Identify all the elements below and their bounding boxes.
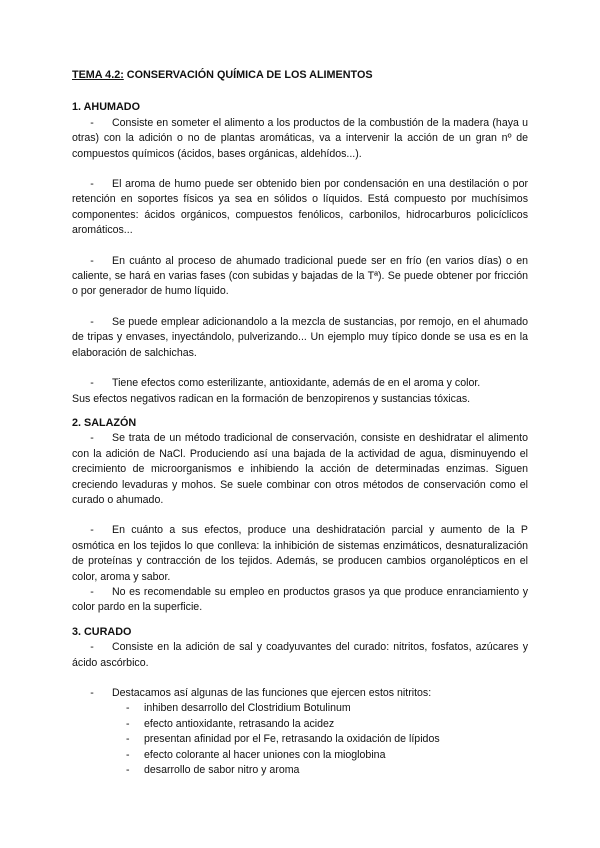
document-page: [72, 68, 528, 778]
paragraph: - En cuánto al proceso de ahumado tradicional puede ser en frío (en varios días) o en caliente, se hará en varias fases (con subidas y bajadas de la Tª). Se puede obtener por fricción o por generador de humo líquido.: [72, 254, 528, 298]
paragraph: Sus efectos negativos radican en la formación de benzopirenos y sustancias tóxicas.: [72, 392, 471, 405]
paragraph: - Tiene efectos como esterilizante, antioxidante, además de en el aroma y color.: [90, 377, 481, 390]
title-text: CONSERVACIÓN QUÍMICA DE LOS ALIMENTOS: [123, 69, 373, 81]
paragraph: - Destacamos así algunas de las funciones que ejercen estos nitritos:: [90, 687, 432, 699]
paragraph: - Consiste en someter el alimento a los productos de la combustión de la madera (haya u otras) con la adición o no de plantas aromáticas, va a intervenir la acción de un gran nº de compuestos químicos (ácidos, bases orgánicas, aldehídos...).: [72, 116, 528, 160]
list-item: - desarrollo de sabor nitro y aroma: [126, 764, 300, 777]
list-item: - inhiben desarrollo del Clostridium Botulinum: [126, 702, 351, 715]
page-title: [72, 68, 528, 83]
paragraph: - Se trata de un método tradicional de conservación, consiste en deshidratar el alimento con la adición de NaCl. Produciendo así una bajada de la actividad de agua, disminuyendo el crecimiento de microorganismos e inhibiendo la acción de determinadas enzimas. Siguen creciendo levaduras y mohos. Se suele combinar con otros métodos de conservación como el curado o ahumado.: [72, 432, 528, 506]
list-item: - efecto antioxidante, retrasando la acidez: [126, 717, 335, 730]
title-number: TEMA 4.2:: [72, 69, 124, 81]
section-heading-curado: 3. CURADO: [72, 625, 132, 638]
paragraph: - El aroma de humo puede ser obtenido bien por condensación en una destilación o por retención en soportes físicos ya sea en sólidos o líquidos. Está compuesto por muchísimos componentes: ácidos orgánicos, compuestos fenólicos, carbonilos, hidrocarburos policíclicos aromáticos...: [72, 178, 528, 237]
list-item: - efecto colorante al hacer uniones con la mioglobina: [126, 748, 386, 761]
section-heading-salazon: 2. SALAZÓN: [72, 416, 137, 429]
section-heading-ahumado: 1. AHUMADO: [72, 101, 140, 114]
paragraph: - No es recomendable su empleo en productos grasos ya que produce enranciamiento y color pardo en la superficie.: [72, 585, 528, 614]
paragraph: - Se puede emplear adicionandolo a la mezcla de sustancias, por remojo, en el ahumado de tripas y envases, inyectándolo, pulverizando... Un ejemplo muy típico donde se usa es en la elaboración de salchichas.: [72, 315, 528, 359]
nitrite-functions-list: [72, 701, 528, 778]
paragraph: - En cuánto a sus efectos, produce una deshidratación parcial y aumento de la P osmótica en los tejidos lo que conlleva: la inhibición de sistemas enzimáticos, desnaturalización de proteínas y contracción de los tejidos. Además, se producen cambios organolépticos en el color, aroma y sabor.: [72, 524, 528, 583]
paragraph: - Consiste en la adición de sal y coadyuvantes del curado: nitritos, fosfatos, azúcares y ácido ascórbico.: [72, 641, 528, 669]
list-item: - presentan afinidad por el Fe, retrasando la oxidación de lípidos: [126, 733, 440, 746]
